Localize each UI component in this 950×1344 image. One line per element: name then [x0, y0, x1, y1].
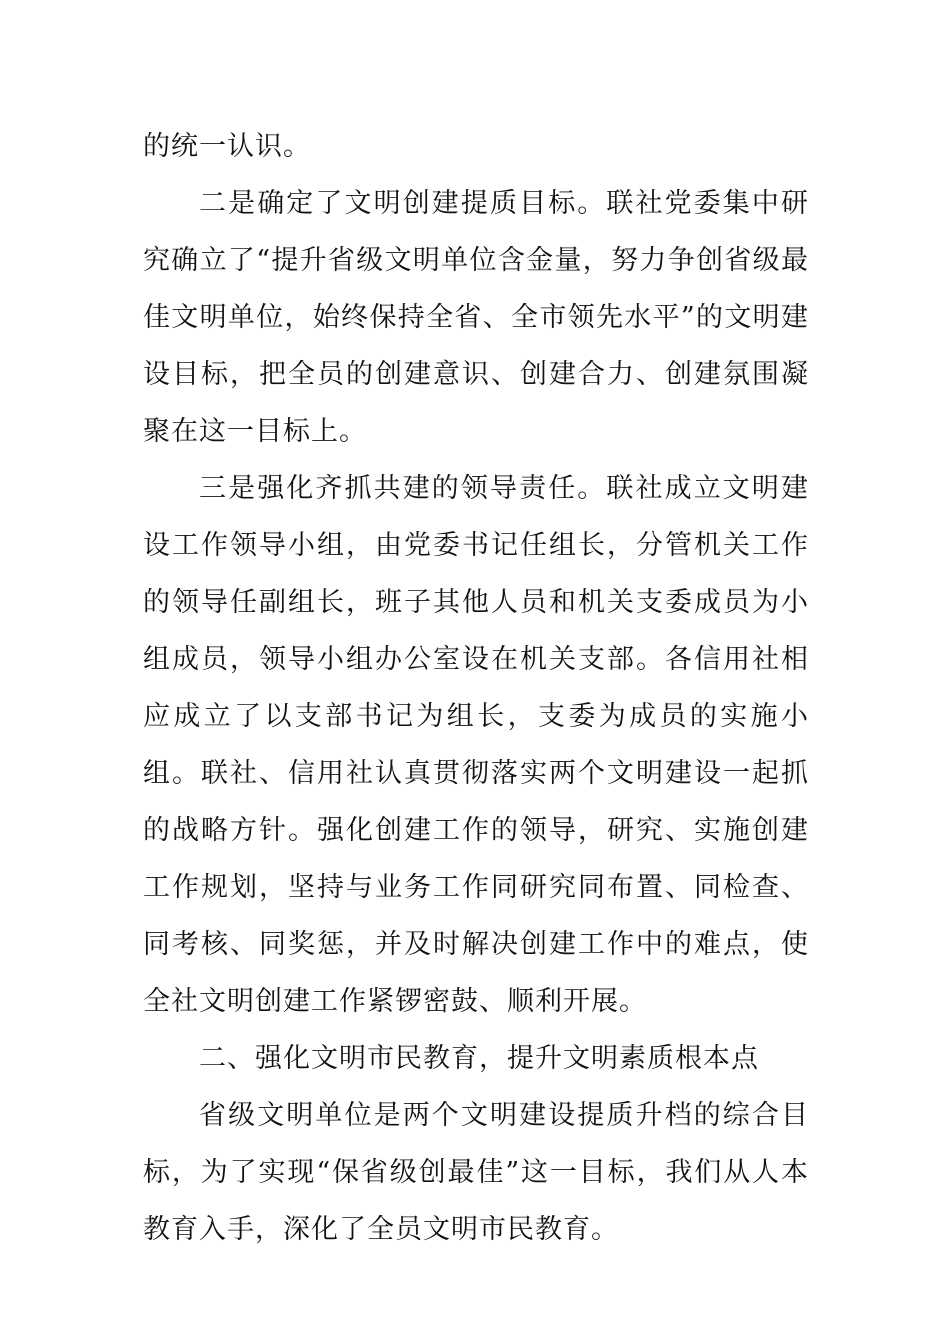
section-heading: 二、强化文明市民教育，提升文明素质根本点 — [199, 1043, 759, 1074]
paragraph-goal: 二是确定了文明创建提质目标。联社党委集中研究确立了“提升省级文明单位含金量，努力争创省级最佳文明单位，始终保持全省、全市领先水平”的文明建设目标，把全员的创建意识、创建合力、创建氛围凝聚在这一目标上。 — [143, 188, 809, 447]
paragraph-education: 省级文明单位是两个文明建设提质升档的综合目标，为了实现“保省级创最佳”这一目标，我们从人本教育入手，深化了全员文明市民教育。 — [143, 1100, 809, 1245]
paragraph-continuation: 的统一认识。 — [143, 131, 311, 162]
document-body — [143, 118, 809, 1258]
paragraph-leadership: 三是强化齐抓共建的领导责任。联社成立文明建设工作领导小组，由党委书记任组长，分管机关工作的领导任副组长，班子其他人员和机关支委成员为小组成员，领导小组办公室设在机关支部。各信用社相应成立了以支部书记为组长，支委为成员的实施小组。联社、信用社认真贯彻落实两个文明建设一起抓的战略方针。强化创建工作的领导，研究、实施创建工作规划，坚持与业务工作同研究同布置、同检查、同考核、同奖惩，并及时解决创建工作中的难点，使全社文明创建工作紧锣密鼓、顺利开展。 — [143, 473, 809, 1017]
